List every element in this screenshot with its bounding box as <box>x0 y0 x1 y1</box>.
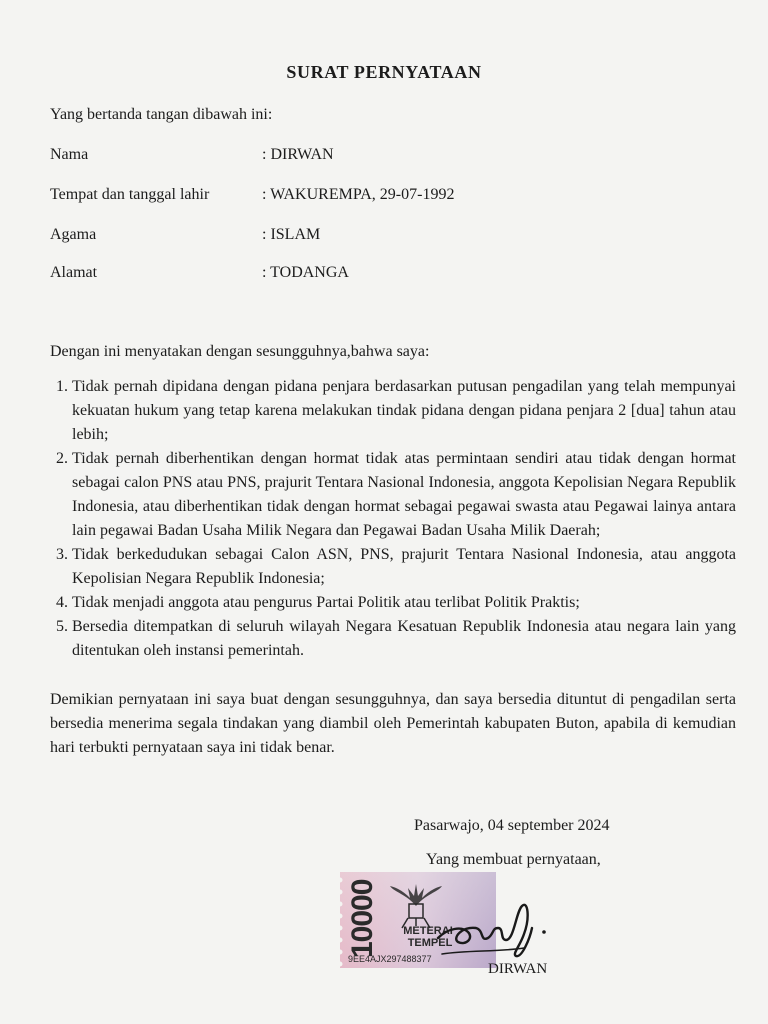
field-address <box>50 264 730 286</box>
list-number: 1. <box>56 378 68 395</box>
stamp-label-line2: TEMPEL <box>407 937 453 949</box>
signer-name: DIRWAN <box>488 961 548 977</box>
list-text: Tidak berkedudukan sebagai Calon ASN, PNS, prajurit Tentara Nasional Indonesia, atau anggota Kepolisian Negara Republik Indonesia; <box>72 546 736 587</box>
field-label: Alamat <box>50 264 98 281</box>
stamp-label-line1: METERAI <box>403 925 453 937</box>
list-text: Tidak menjadi anggota atau pengurus Partai Politik atau terlibat Politik Praktis; <box>72 594 580 611</box>
field-value: : DIRWAN <box>262 146 334 163</box>
closing-paragraph: Demikian pernyataan ini saya buat dengan sesungguhnya, dan saya bersedia dituntut di pengadilan serta bersedia menerima segala tindakan yang diambil oleh Pemerintah kabupaten Buton, apabila di kemudian hari terbukti pernyataan saya ini tidak benar. <box>50 691 736 756</box>
field-value: : WAKUREMPA, 29-07-1992 <box>262 186 455 203</box>
list-text: Tidak pernah diberhentikan dengan hormat tidak atas permintaan sendiri atau tidak dengan hormat sebagai calon PNS atau PNS, prajurit Tentara Nasional Indonesia, anggota Kepolisian Negara Republik Indonesia, atau diberhentikan tidak dengan hormat sebagai pegawai swasta atau Pegawai lainya antara lain pegawai Badan Usaha Milik Negara dan Pegawai Badan Usaha Milik Daerah; <box>72 450 736 539</box>
list-number: 4. <box>56 594 68 611</box>
field-value: : TODANGA <box>262 264 349 281</box>
maker-label: Yang membuat pernyataan, <box>426 851 601 868</box>
list-number: 3. <box>56 546 68 563</box>
list-item <box>50 447 736 543</box>
list-number: 5. <box>56 618 68 635</box>
field-label: Tempat dan tanggal lahir <box>50 186 210 203</box>
statement-list <box>50 375 736 663</box>
field-name <box>50 146 730 168</box>
stamp-serial: 9EE4AJX297488377 <box>348 954 432 964</box>
statement-text: Dengan ini menyatakan dengan sesungguhnya,bahwa saya: <box>50 343 430 360</box>
field-label: Nama <box>50 146 89 163</box>
handwritten-signature <box>428 898 556 968</box>
intro-text: Yang bertanda tangan dibawah ini: <box>50 106 273 123</box>
field-value: : ISLAM <box>262 226 321 243</box>
list-item <box>50 375 736 447</box>
field-label: Agama <box>50 226 97 243</box>
field-religion <box>50 226 730 248</box>
list-text: Tidak pernah dipidana dengan pidana penjara berdasarkan putusan pengadilan yang telah mempunyai kekuatan hukum yang tetap karena melakukan tindak pidana dengan pidana penjara 2 [dua] tahun atau lebih; <box>72 378 736 443</box>
list-item <box>50 543 736 591</box>
stamp-value <box>346 879 379 958</box>
list-number: 2. <box>56 450 68 467</box>
svg-text:10000: 10000 <box>346 879 379 958</box>
field-birth <box>50 186 730 208</box>
document-title: SURAT PERNYATAAN <box>286 62 482 82</box>
list-item <box>50 615 736 663</box>
place-date: Pasarwajo, 04 september 2024 <box>414 817 610 834</box>
list-item <box>50 591 736 615</box>
list-text: Bersedia ditempatkan di seluruh wilayah Negara Kesatuan Republik Indonesia atau negara lain yang ditentukan oleh instansi pemerintah. <box>72 618 736 659</box>
